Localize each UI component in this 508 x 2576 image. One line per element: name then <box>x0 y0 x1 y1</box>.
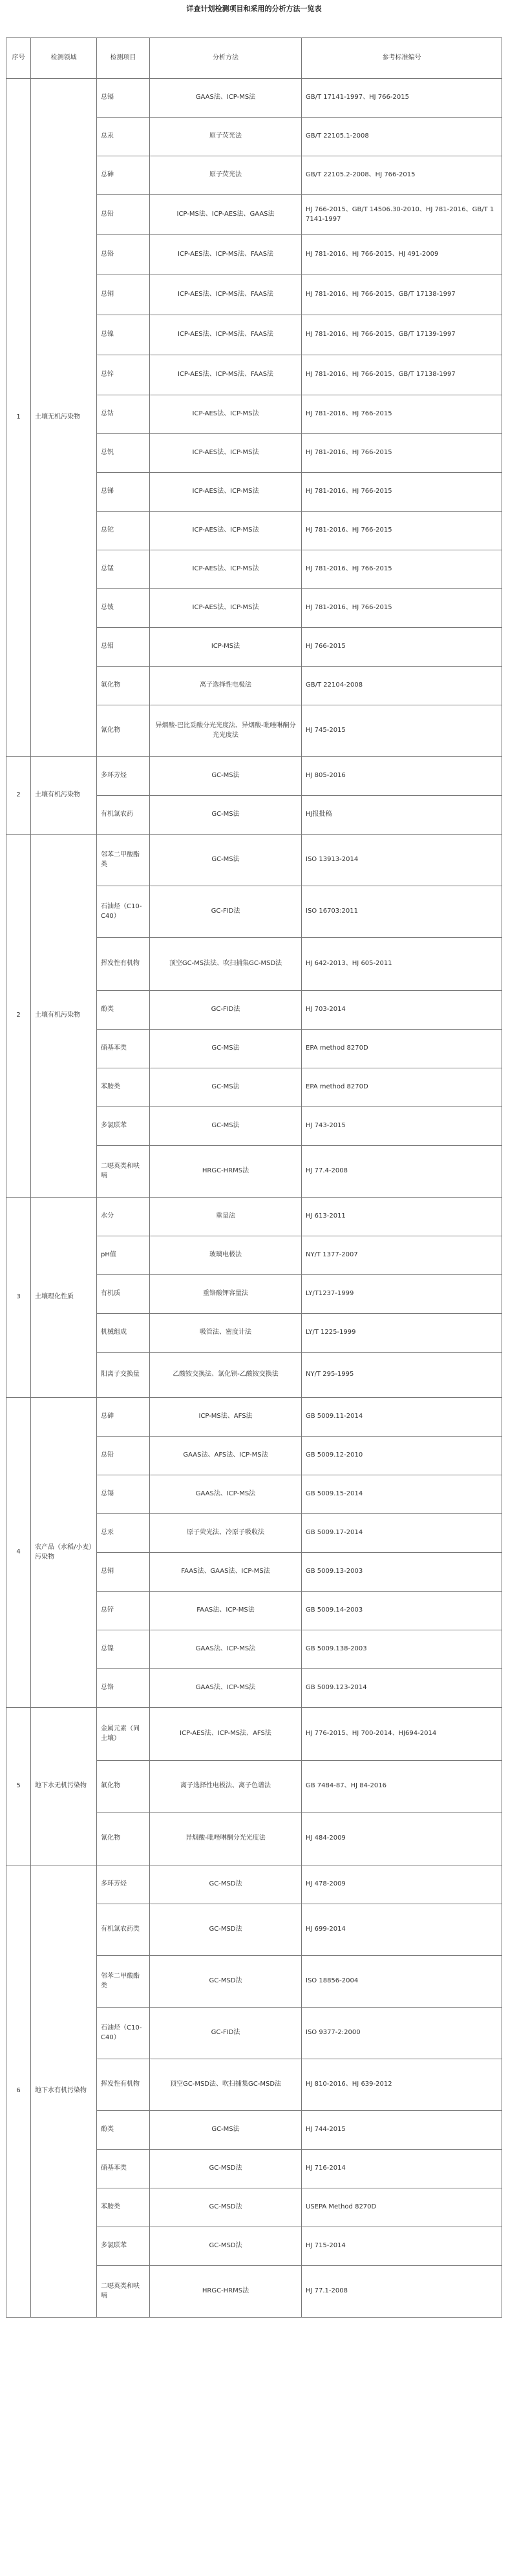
cell-method: GC-MSD法 <box>150 2150 302 2188</box>
table-row <box>6 757 502 796</box>
cell-standard: GB/T 22105.1-2008 <box>302 118 502 156</box>
cell-standard: ISO 13913-2014 <box>302 835 502 886</box>
cell-domain: 土壤有机污染物 <box>31 835 97 1198</box>
cell-method: 离子选择性电极法、离子色谱法 <box>150 1761 302 1813</box>
cell-method: GC-MS法 <box>150 835 302 886</box>
cell-item: 苯胺类 <box>97 2188 150 2227</box>
cell-standard: HJ 776-2015、HJ 700-2014、HJ694-2014 <box>302 1708 502 1761</box>
cell-item: 总砷 <box>97 1398 150 1437</box>
cell-no: 2 <box>6 757 31 835</box>
cell-item: 总铜 <box>97 1553 150 1592</box>
cell-method: HRGC-HRMS法 <box>150 2266 302 2318</box>
cell-standard: HJ 699-2014 <box>302 1904 502 1956</box>
cell-standard: HJ 766-2015 <box>302 628 502 667</box>
cell-standard: GB 5009.13-2003 <box>302 1553 502 1592</box>
cell-item: 总铜 <box>97 275 150 315</box>
cell-standard: HJ 781-2016、HJ 766-2015 <box>302 589 502 628</box>
cell-method: ICP-AES法、ICP-MS法、FAAS法 <box>150 235 302 275</box>
cell-method: GC-MSD法 <box>150 1956 302 2008</box>
header-domain: 检测领域 <box>31 38 97 79</box>
cell-standard: HJ 716-2014 <box>302 2150 502 2188</box>
cell-standard: ISO 9377-2:2000 <box>302 2008 502 2059</box>
cell-method: GC-FID法 <box>150 886 302 938</box>
table-row <box>6 835 502 886</box>
cell-domain: 土壤无机污染物 <box>31 79 97 757</box>
cell-standard: ISO 18856-2004 <box>302 1956 502 2008</box>
cell-method: GC-MSD法 <box>150 2227 302 2266</box>
cell-item: 酚类 <box>97 991 150 1030</box>
cell-method: FAAS法、ICP-MS法 <box>150 1592 302 1630</box>
cell-standard: HJ 613-2011 <box>302 1198 502 1236</box>
cell-standard: HJ 781-2016、HJ 766-2015 <box>302 395 502 434</box>
cell-item: 总汞 <box>97 118 150 156</box>
cell-standard: HJ 766-2015、GB/T 14506.30-2010、HJ 781-2016、GB/T 17141-1997 <box>302 195 502 235</box>
cell-method: GC-FID法 <box>150 2008 302 2059</box>
cell-standard: HJ 781-2016、HJ 766-2015、GB/T 17138-1997 <box>302 275 502 315</box>
cell-item: 有机氯农药 <box>97 796 150 835</box>
cell-standard: HJ 745-2015 <box>302 705 502 757</box>
cell-standard: HJ 781-2016、HJ 766-2015 <box>302 434 502 473</box>
cell-method: 乙酸铵交换法、氯化钡-乙酸铵交换法 <box>150 1353 302 1398</box>
cell-item: 金属元素（同土壤） <box>97 1708 150 1761</box>
cell-item: 总铬 <box>97 1669 150 1708</box>
cell-method: GC-MS法 <box>150 1068 302 1107</box>
cell-item: 总锌 <box>97 1592 150 1630</box>
cell-method: 玻璃电极法 <box>150 1236 302 1275</box>
cell-method: 离子选择性电极法 <box>150 667 302 705</box>
cell-item: 邻苯二甲酸酯类 <box>97 1956 150 2008</box>
cell-item: 二噁英类和呋喃 <box>97 1146 150 1198</box>
table-header-row <box>6 38 502 79</box>
cell-item: 硝基苯类 <box>97 1030 150 1068</box>
cell-item: 邻苯二甲酸酯类 <box>97 835 150 886</box>
table-body <box>6 79 502 2318</box>
cell-method: GAAS法、AFS法、ICP-MS法 <box>150 1437 302 1475</box>
cell-item: 石油烃（C10-C40） <box>97 2008 150 2059</box>
cell-method: 重铬酸钾容量法 <box>150 1275 302 1314</box>
cell-method: ICP-AES法、ICP-MS法、FAAS法 <box>150 315 302 355</box>
cell-item: 阳离子交换量 <box>97 1353 150 1398</box>
cell-standard: NY/T 1377-2007 <box>302 1236 502 1275</box>
cell-standard: HJ 77.4-2008 <box>302 1146 502 1198</box>
cell-domain: 农产品（水稻/小麦）污染物 <box>31 1398 97 1708</box>
cell-method: ICP-AES法、ICP-MS法、FAAS法 <box>150 275 302 315</box>
cell-method: 原子荧光法 <box>150 118 302 156</box>
cell-method: GC-FID法 <box>150 991 302 1030</box>
cell-no: 1 <box>6 79 31 757</box>
cell-no: 5 <box>6 1708 31 1865</box>
cell-method: ICP-MS法、ICP-AES法、GAAS法 <box>150 195 302 235</box>
cell-item: pH值 <box>97 1236 150 1275</box>
cell-standard: GB 7484-87、HJ 84-2016 <box>302 1761 502 1813</box>
cell-item: 总镉 <box>97 1475 150 1514</box>
cell-item: 多氯联苯 <box>97 2227 150 2266</box>
cell-method: 吸管法、密度计法 <box>150 1314 302 1353</box>
cell-item: 总钒 <box>97 434 150 473</box>
cell-method: ICP-AES法、ICP-MS法、FAAS法 <box>150 355 302 395</box>
cell-method: GC-MS法 <box>150 796 302 835</box>
cell-item: 氟化物 <box>97 1761 150 1813</box>
cell-item: 多环芳烃 <box>97 757 150 796</box>
cell-standard: GB 5009.17-2014 <box>302 1514 502 1553</box>
cell-standard: HJ报批稿 <box>302 796 502 835</box>
cell-item: 机械组成 <box>97 1314 150 1353</box>
cell-method: 异烟酸-巴比妥酸分光光度法、异烟酸-吡唑啉酮分光光度法 <box>150 705 302 757</box>
cell-method: ICP-MS法、AFS法 <box>150 1398 302 1437</box>
cell-standard: HJ 781-2016、HJ 766-2015、HJ 491-2009 <box>302 235 502 275</box>
cell-item: 有机质 <box>97 1275 150 1314</box>
header-no: 序号 <box>6 38 31 79</box>
cell-item: 二噁英类和呋喃 <box>97 2266 150 2318</box>
cell-item: 总镉 <box>97 79 150 118</box>
cell-method: GAAS法、ICP-MS法 <box>150 1475 302 1514</box>
cell-standard: GB/T 17141-1997、HJ 766-2015 <box>302 79 502 118</box>
cell-item: 总镍 <box>97 1630 150 1669</box>
cell-method: 原子荧光法、冷原子吸收法 <box>150 1514 302 1553</box>
cell-standard: GB/T 22104-2008 <box>302 667 502 705</box>
cell-standard: EPA method 8270D <box>302 1030 502 1068</box>
cell-item: 总汞 <box>97 1514 150 1553</box>
cell-standard: ISO 16703:2011 <box>302 886 502 938</box>
cell-method: HRGC-HRMS法 <box>150 1146 302 1198</box>
cell-item: 苯胺类 <box>97 1068 150 1107</box>
cell-no: 6 <box>6 1865 31 2318</box>
header-standard: 参考标准编号 <box>302 38 502 79</box>
cell-standard: HJ 478-2009 <box>302 1865 502 1904</box>
cell-method: GAAS法、ICP-MS法 <box>150 1630 302 1669</box>
cell-method: ICP-AES法、ICP-MS法 <box>150 589 302 628</box>
cell-standard: LY/T1237-1999 <box>302 1275 502 1314</box>
cell-item: 总铅 <box>97 1437 150 1475</box>
cell-method: ICP-MS法 <box>150 628 302 667</box>
cell-standard: HJ 781-2016、HJ 766-2015、GB/T 17138-1997 <box>302 355 502 395</box>
cell-method: GC-MS法 <box>150 1107 302 1146</box>
cell-method: GC-MSD法 <box>150 1904 302 1956</box>
cell-no: 2 <box>6 835 31 1198</box>
cell-standard: HJ 484-2009 <box>302 1813 502 1865</box>
analysis-methods-table <box>6 37 502 2318</box>
table-row <box>6 1398 502 1437</box>
cell-standard: HJ 642-2013、HJ 605-2011 <box>302 938 502 991</box>
table-row <box>6 1865 502 1904</box>
cell-method: ICP-AES法、ICP-MS法 <box>150 395 302 434</box>
cell-item: 总砷 <box>97 156 150 195</box>
table-row <box>6 79 502 118</box>
cell-method: 顶空GC-MSD法、吹扫捕集GC-MSD法 <box>150 2059 302 2111</box>
cell-item: 总钼 <box>97 628 150 667</box>
cell-method: ICP-AES法、ICP-MS法 <box>150 512 302 550</box>
cell-standard: GB 5009.15-2014 <box>302 1475 502 1514</box>
cell-method: GC-MS法 <box>150 1030 302 1068</box>
cell-method: ICP-AES法、ICP-MS法 <box>150 473 302 512</box>
cell-item: 硝基苯类 <box>97 2150 150 2188</box>
cell-item: 石油烃（C10-C40） <box>97 886 150 938</box>
cell-method: ICP-AES法、ICP-MS法、AFS法 <box>150 1708 302 1761</box>
cell-method: GC-MS法 <box>150 757 302 796</box>
cell-standard: HJ 744-2015 <box>302 2111 502 2150</box>
cell-standard: HJ 781-2016、HJ 766-2015 <box>302 473 502 512</box>
cell-item: 氟化物 <box>97 667 150 705</box>
cell-standard: HJ 703-2014 <box>302 991 502 1030</box>
cell-standard: HJ 781-2016、HJ 766-2015 <box>302 512 502 550</box>
cell-item: 总铍 <box>97 589 150 628</box>
cell-item: 总钴 <box>97 395 150 434</box>
cell-method: GC-MSD法 <box>150 2188 302 2227</box>
cell-standard: GB 5009.123-2014 <box>302 1669 502 1708</box>
cell-method: 原子荧光法 <box>150 156 302 195</box>
cell-standard: HJ 810-2016、HJ 639-2012 <box>302 2059 502 2111</box>
cell-standard: HJ 715-2014 <box>302 2227 502 2266</box>
cell-item: 总铅 <box>97 195 150 235</box>
cell-item: 总锑 <box>97 473 150 512</box>
cell-item: 有机氯农药类 <box>97 1904 150 1956</box>
cell-method: 顶空GC-MS法法、吹扫捕集GC-MSD法 <box>150 938 302 991</box>
cell-standard: HJ 743-2015 <box>302 1107 502 1146</box>
cell-item: 总铊 <box>97 512 150 550</box>
page-title: 详查计划检测项目和采用的分析方法一览表 <box>186 5 322 13</box>
table-row <box>6 1708 502 1761</box>
cell-item: 多环芳烃 <box>97 1865 150 1904</box>
cell-standard: GB 5009.11-2014 <box>302 1398 502 1437</box>
table-row <box>6 1198 502 1236</box>
cell-standard: NY/T 295-1995 <box>302 1353 502 1398</box>
cell-method: ICP-AES法、ICP-MS法 <box>150 550 302 589</box>
cell-standard: GB 5009.138-2003 <box>302 1630 502 1669</box>
cell-method: 重量法 <box>150 1198 302 1236</box>
cell-item: 挥发性有机物 <box>97 2059 150 2111</box>
cell-item: 总铬 <box>97 235 150 275</box>
cell-method: GAAS法、ICP-MS法 <box>150 1669 302 1708</box>
cell-standard: GB 5009.12-2010 <box>302 1437 502 1475</box>
cell-standard: GB 5009.14-2003 <box>302 1592 502 1630</box>
cell-domain: 土壤有机污染物 <box>31 757 97 835</box>
cell-item: 氰化物 <box>97 1813 150 1865</box>
cell-standard: HJ 781-2016、HJ 766-2015 <box>302 550 502 589</box>
cell-item: 多氯联苯 <box>97 1107 150 1146</box>
cell-item: 总锌 <box>97 355 150 395</box>
header-method: 分析方法 <box>150 38 302 79</box>
cell-standard: HJ 805-2016 <box>302 757 502 796</box>
cell-item: 总锰 <box>97 550 150 589</box>
cell-standard: EPA method 8270D <box>302 1068 502 1107</box>
cell-standard: HJ 77.1-2008 <box>302 2266 502 2318</box>
cell-standard: LY/T 1225-1999 <box>302 1314 502 1353</box>
cell-item: 挥发性有机物 <box>97 938 150 991</box>
cell-item: 水分 <box>97 1198 150 1236</box>
cell-method: GC-MS法 <box>150 2111 302 2150</box>
header-item: 检测项目 <box>97 38 150 79</box>
cell-item: 酚类 <box>97 2111 150 2150</box>
cell-standard: HJ 781-2016、HJ 766-2015、GB/T 17139-1997 <box>302 315 502 355</box>
cell-standard: USEPA Method 8270D <box>302 2188 502 2227</box>
cell-domain: 土壤理化性质 <box>31 1198 97 1398</box>
cell-no: 3 <box>6 1198 31 1398</box>
cell-domain: 地下水有机污染物 <box>31 1865 97 2318</box>
cell-method: ICP-AES法、ICP-MS法 <box>150 434 302 473</box>
cell-no: 4 <box>6 1398 31 1708</box>
cell-method: GAAS法、ICP-MS法 <box>150 79 302 118</box>
cell-domain: 地下水无机污染物 <box>31 1708 97 1865</box>
cell-item: 总镍 <box>97 315 150 355</box>
cell-method: FAAS法、GAAS法、ICP-MS法 <box>150 1553 302 1592</box>
cell-standard: GB/T 22105.2-2008、HJ 766-2015 <box>302 156 502 195</box>
cell-method: GC-MSD法 <box>150 1865 302 1904</box>
cell-item: 氰化物 <box>97 705 150 757</box>
cell-method: 异烟酸-吡唑啉酮分光光度法 <box>150 1813 302 1865</box>
